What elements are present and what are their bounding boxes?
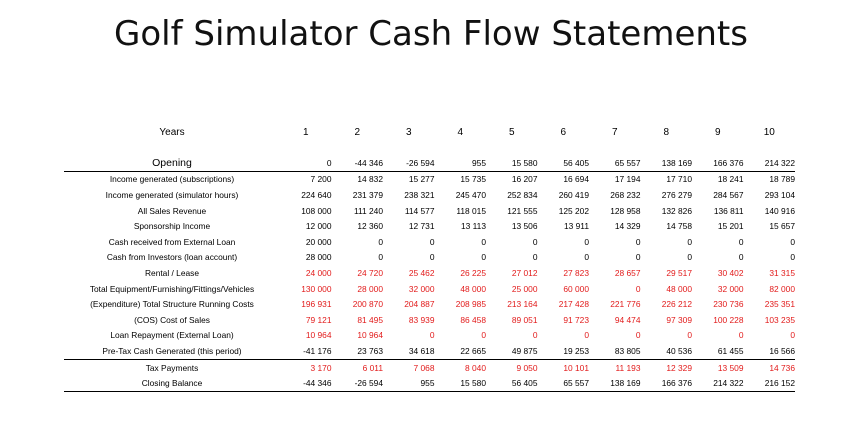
table-cell: 65 557 <box>589 155 641 171</box>
table-cell: 0 <box>481 236 486 247</box>
table-cell: 13 911 <box>564 221 589 232</box>
table-cell: 0 <box>429 252 435 263</box>
table-row <box>64 359 795 375</box>
table-cell: 224 640 <box>301 189 332 200</box>
row-label: (Expenditure) Total Structure Running Costs <box>90 299 254 310</box>
table-cell: 9 050 <box>516 362 538 373</box>
table-cell: 138 169 <box>589 375 641 391</box>
year-header: 6 <box>560 127 567 138</box>
table-cell: 0 <box>378 236 383 247</box>
table-cell: 103 235 <box>764 314 795 325</box>
table-cell: 214 322 <box>744 155 796 171</box>
table-cell: 0 <box>584 330 589 341</box>
table-cell: 6 011 <box>362 362 383 373</box>
table-cell: 29 517 <box>666 267 692 278</box>
table-cell: 86 458 <box>460 314 486 325</box>
row-label: Pre-Tax Cash Generated (this period) <box>64 343 280 359</box>
table-cell: 30 402 <box>717 267 744 278</box>
table-cell: 166 376 <box>641 375 693 391</box>
year-header: 5 <box>508 127 515 138</box>
year-header: 1 <box>302 127 309 138</box>
table-cell: 40 536 <box>641 343 693 359</box>
table-cell: 0 <box>280 155 332 171</box>
table-cell: -26 594 <box>383 155 435 171</box>
table-cell: 94 474 <box>614 314 641 325</box>
table-cell: 16 566 <box>744 343 796 359</box>
table-cell: 276 279 <box>661 189 692 200</box>
year-header: 4 <box>457 127 464 138</box>
table-cell: 245 470 <box>455 189 486 200</box>
table-cell: 15 735 <box>460 174 486 185</box>
row-label: Rental / Lease <box>144 267 199 278</box>
table-row <box>64 171 795 187</box>
table-cell: 20 000 <box>305 236 332 247</box>
table-cell: 12 000 <box>305 221 332 232</box>
row-label: Cash received from External Loan <box>108 236 236 247</box>
table-cell: 114 577 <box>404 205 435 216</box>
table-cell: 32 000 <box>408 283 435 294</box>
table-cell: 24 720 <box>357 267 383 278</box>
table-cell: 214 322 <box>692 375 744 391</box>
table-row <box>64 343 795 359</box>
table-cell: 0 <box>481 252 486 263</box>
table-cell: 25 000 <box>511 283 538 294</box>
table-cell: 0 <box>584 236 589 247</box>
table-cell: 12 329 <box>666 362 692 373</box>
table-cell: 0 <box>687 236 692 247</box>
table-row <box>64 328 795 344</box>
table-cell: 12 360 <box>357 221 383 232</box>
table-cell: 0 <box>378 252 383 263</box>
table-cell: 0 <box>635 236 641 247</box>
table-cell: 18 241 <box>717 174 744 185</box>
table-cell: 48 000 <box>460 283 486 294</box>
table-cell: 19 253 <box>538 343 590 359</box>
table-cell: 16 207 <box>511 174 538 185</box>
table-cell: 25 462 <box>408 267 435 278</box>
table-cell: 121 555 <box>507 205 538 216</box>
table-cell: 28 000 <box>357 283 383 294</box>
table-cell: 32 000 <box>717 283 744 294</box>
spacer-row <box>64 141 795 155</box>
table-cell: 268 232 <box>610 189 641 200</box>
row-label: Total Equipment/Furnishing/Fittings/Vehicles <box>89 283 255 294</box>
table-cell: 65 557 <box>538 375 590 391</box>
row-label: Closing Balance <box>64 375 280 391</box>
table-cell: -41 176 <box>280 343 332 359</box>
table-cell: 81 495 <box>357 314 383 325</box>
row-label: Sponsorship Income <box>133 221 211 232</box>
year-header: 3 <box>405 127 412 138</box>
row-label: (COS) Cost of Sales <box>134 314 210 325</box>
row-label: Tax Payments <box>145 362 199 373</box>
cash-flow-table <box>64 122 795 392</box>
table-cell: 0 <box>635 252 641 263</box>
table-cell: 208 985 <box>455 299 486 310</box>
table-cell: 11 193 <box>615 362 641 373</box>
table-cell: 91 723 <box>563 314 589 325</box>
table-cell: 0 <box>790 330 795 341</box>
table-row <box>64 296 795 312</box>
table-cell: 14 758 <box>666 221 692 232</box>
table-cell: 0 <box>532 330 538 341</box>
table-row <box>64 281 795 297</box>
table-cell: 16 694 <box>563 174 589 185</box>
table-cell: 293 104 <box>764 189 795 200</box>
table-cell: 27 012 <box>511 267 538 278</box>
table-row <box>64 234 795 250</box>
table-cell: 13 509 <box>717 362 744 373</box>
row-label: All Sales Revenue <box>137 205 207 216</box>
table-row <box>64 375 795 391</box>
table-cell: 108 000 <box>301 205 332 216</box>
table-cell: 13 113 <box>461 221 486 232</box>
table-cell: 34 618 <box>383 343 435 359</box>
year-header: 7 <box>611 127 618 138</box>
table-cell: 111 240 <box>353 205 383 216</box>
table-cell: 136 811 <box>713 205 744 216</box>
table-cell: 100 228 <box>713 314 744 325</box>
table-cell: 216 152 <box>744 375 796 391</box>
table-cell: 118 015 <box>456 205 486 216</box>
table-row <box>64 203 795 219</box>
table-cell: 23 763 <box>332 343 384 359</box>
table-cell: 260 419 <box>558 189 589 200</box>
table-cell: 60 000 <box>563 283 589 294</box>
table-cell: -26 594 <box>332 375 384 391</box>
table-cell: 0 <box>635 283 641 294</box>
table-cell: 238 321 <box>404 189 435 200</box>
table-cell: 24 000 <box>305 267 332 278</box>
table-cell: 252 834 <box>507 189 538 200</box>
table-cell: 226 212 <box>661 299 692 310</box>
table-cell: 0 <box>481 330 486 341</box>
table-cell: 235 351 <box>764 299 795 310</box>
table-cell: 0 <box>584 252 589 263</box>
table-cell: 196 931 <box>301 299 332 310</box>
table-cell: -44 346 <box>280 375 332 391</box>
table-cell: 26 225 <box>460 267 486 278</box>
table-cell: 7 200 <box>310 174 332 185</box>
table-cell: 0 <box>532 236 538 247</box>
table-cell: 0 <box>738 330 744 341</box>
table-cell: 17 710 <box>666 174 692 185</box>
table-cell: 955 <box>383 375 435 391</box>
table-cell: 56 405 <box>486 375 538 391</box>
row-label: Opening <box>64 155 280 171</box>
row-label: Loan Repayment (External Loan) <box>110 330 234 341</box>
table-cell: 166 376 <box>692 155 744 171</box>
table-cell: 10 964 <box>305 330 332 341</box>
table-cell: 0 <box>635 330 641 341</box>
table-cell: 48 000 <box>666 283 692 294</box>
table-cell: 83 805 <box>589 343 641 359</box>
table-cell: 49 875 <box>486 343 538 359</box>
table-cell: 138 169 <box>641 155 693 171</box>
table-cell: 125 202 <box>558 205 589 216</box>
table-cell: 15 580 <box>435 375 487 391</box>
table-cell: 15 580 <box>486 155 538 171</box>
table-cell: 56 405 <box>538 155 590 171</box>
table-cell: 89 051 <box>511 314 538 325</box>
table-cell: 14 736 <box>769 362 795 373</box>
table-cell: 0 <box>738 252 744 263</box>
table-cell: 22 665 <box>435 343 487 359</box>
table-cell: 130 000 <box>301 283 332 294</box>
table-cell: 12 731 <box>408 221 435 232</box>
year-header: 8 <box>663 127 670 138</box>
page-title: Golf Simulator Cash Flow Statements <box>114 14 748 54</box>
table-cell: 18 789 <box>769 174 795 185</box>
year-header: 9 <box>714 127 721 138</box>
table-cell: 15 277 <box>408 174 435 185</box>
table-cell: 0 <box>429 236 435 247</box>
table-row <box>64 265 795 281</box>
header-row <box>64 122 795 141</box>
years-label: Years <box>159 127 185 138</box>
row-label: Cash from Investors (loan account) <box>106 252 238 263</box>
year-header: 2 <box>354 127 361 138</box>
table-cell: 28 657 <box>614 267 641 278</box>
table-cell: 230 736 <box>713 299 744 310</box>
table-cell: 61 455 <box>692 343 744 359</box>
table-cell: 0 <box>738 236 744 247</box>
table-cell: 14 329 <box>614 221 641 232</box>
table-cell: 0 <box>687 252 692 263</box>
table-cell: 0 <box>429 330 435 341</box>
table-cell: 8 040 <box>465 362 486 373</box>
table-cell: 15 657 <box>769 221 795 232</box>
row-label: Income generated (subscriptions) <box>109 174 235 185</box>
table-cell: 83 939 <box>408 314 435 325</box>
table-cell: 0 <box>687 330 692 341</box>
table-cell: 97 309 <box>666 314 692 325</box>
table-cell: -44 346 <box>332 155 384 171</box>
table-cell: 140 916 <box>764 205 795 216</box>
table-cell: 217 428 <box>558 299 589 310</box>
table-cell: 955 <box>435 155 487 171</box>
table-row <box>64 155 795 171</box>
table-cell: 79 121 <box>305 314 332 325</box>
table-cell: 3 170 <box>310 362 332 373</box>
table-cell: 0 <box>790 252 795 263</box>
table-cell: 14 832 <box>357 174 383 185</box>
table-cell: 221 776 <box>610 299 641 310</box>
table-row <box>64 218 795 234</box>
table-cell: 82 000 <box>769 283 795 294</box>
table-cell: 284 567 <box>713 189 744 200</box>
table-cell: 231 379 <box>352 189 383 200</box>
table-cell: 27 823 <box>563 267 589 278</box>
table-cell: 15 201 <box>717 221 744 232</box>
table-cell: 0 <box>790 236 795 247</box>
table-cell: 7 068 <box>413 362 435 373</box>
table-cell: 17 194 <box>614 174 641 185</box>
table-cell: 200 870 <box>352 299 383 310</box>
table-row <box>64 250 795 266</box>
table-row <box>64 312 795 328</box>
table-cell: 204 887 <box>404 299 435 310</box>
table-cell: 10 101 <box>563 362 589 373</box>
table-cell: 213 164 <box>507 299 538 310</box>
table-cell: 128 958 <box>610 205 641 216</box>
table-cell: 13 506 <box>511 221 538 232</box>
year-header: 10 <box>763 127 775 138</box>
table-row <box>64 187 795 203</box>
table-cell: 10 964 <box>357 330 383 341</box>
table-cell: 31 315 <box>769 267 795 278</box>
row-label: Income generated (simulator hours) <box>105 189 239 200</box>
table-cell: 0 <box>532 252 538 263</box>
table-cell: 132 826 <box>661 205 692 216</box>
table-cell: 28 000 <box>305 252 332 263</box>
